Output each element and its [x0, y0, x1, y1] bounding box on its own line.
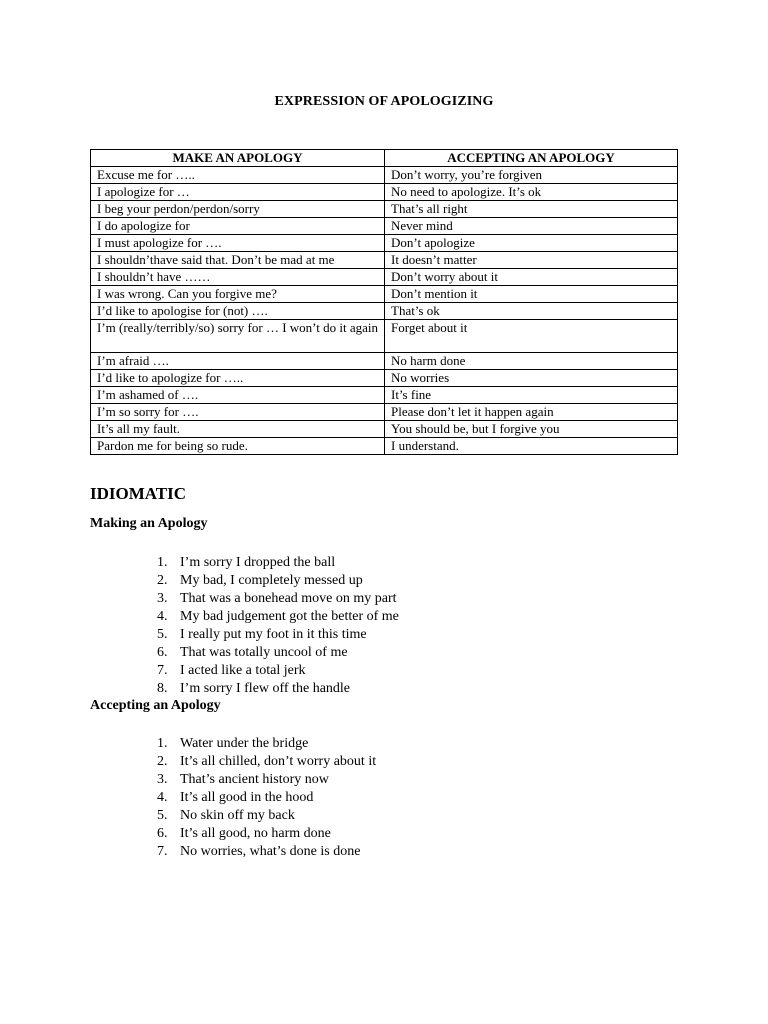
table-row — [91, 218, 678, 235]
list-number: 7. — [157, 663, 168, 678]
table-row — [91, 404, 678, 421]
list-item-text: That was a bonehead move on my part — [180, 591, 397, 606]
list-item-text: I acted like a total jerk — [180, 663, 306, 678]
accept-apology-cell: Don’t worry about it — [385, 269, 678, 286]
table-row — [91, 387, 678, 404]
accept-apology-cell: No need to apologize. It’s ok — [385, 184, 678, 201]
column-header-make: MAKE AN APOLOGY — [91, 150, 385, 167]
make-apology-cell: I shouldn’thave said that. Don’t be mad at me — [91, 252, 385, 269]
list-number: 4. — [157, 609, 168, 624]
make-apology-cell: I beg your perdon/perdon/sorry — [91, 201, 385, 218]
accept-apology-cell: Never mind — [385, 218, 678, 235]
table-row — [91, 421, 678, 438]
list-item — [157, 789, 376, 807]
list-item — [157, 771, 376, 789]
list-item — [157, 843, 376, 861]
list-item-text: It’s all chilled, don’t worry about it — [180, 754, 377, 769]
list-item — [157, 753, 377, 771]
list-item — [157, 807, 376, 825]
list-item-text: It’s all good in the hood — [180, 790, 314, 805]
table-row — [91, 235, 678, 252]
list-item-text: My bad, I completely messed up — [180, 573, 363, 588]
accepting-apology-list — [157, 735, 377, 861]
document-title: EXPRESSION OF APOLOGIZING — [274, 94, 494, 109]
list-number: 3. — [157, 772, 168, 787]
table-row — [91, 438, 678, 455]
list-number: 1. — [157, 555, 168, 570]
list-number: 6. — [157, 826, 168, 841]
list-item-text: That’s ancient history now — [180, 772, 329, 787]
accept-apology-cell: Don’t mention it — [385, 286, 678, 303]
make-apology-cell: I’m ashamed of …. — [91, 387, 385, 404]
make-apology-cell: Excuse me for ….. — [91, 167, 385, 184]
accept-apology-cell: It doesn’t matter — [385, 252, 678, 269]
accept-apology-cell: That’s all right — [385, 201, 678, 218]
list-number: 8. — [157, 681, 168, 696]
list-number: 6. — [157, 645, 168, 660]
idiomatic-heading: IDIOMATIC — [90, 484, 187, 503]
list-number: 5. — [157, 627, 168, 642]
list-number: 1. — [157, 736, 168, 751]
list-number: 2. — [157, 573, 168, 588]
accept-apology-cell: Don’t apologize — [385, 235, 678, 252]
list-item — [157, 662, 399, 680]
table-row — [91, 320, 678, 353]
table-row — [91, 167, 678, 184]
table-row — [91, 201, 678, 218]
accept-apology-cell: Don’t worry, you’re forgiven — [385, 167, 678, 184]
accept-apology-cell: That’s ok — [385, 303, 678, 320]
list-item — [157, 608, 399, 626]
making-apology-list — [157, 554, 399, 698]
make-apology-cell: Pardon me for being so rude. — [91, 438, 385, 455]
list-item — [157, 825, 376, 843]
list-number: 3. — [157, 591, 168, 606]
list-item-text: It’s all good, no harm done — [180, 826, 331, 841]
make-apology-cell: I must apologize for …. — [91, 235, 385, 252]
table-row — [91, 353, 678, 370]
table-row — [91, 303, 678, 320]
list-item — [157, 590, 399, 608]
make-apology-cell: I apologize for … — [91, 184, 385, 201]
accept-apology-cell: Please don’t let it happen again — [385, 404, 678, 421]
list-item — [157, 572, 399, 590]
list-item-text: I really put my foot in it this time — [180, 627, 367, 642]
accepting-apology-heading: Accepting an Apology — [90, 698, 221, 713]
table-header-row — [91, 150, 678, 167]
list-item — [157, 680, 399, 698]
list-item-text: My bad judgement got the better of me — [180, 609, 399, 624]
column-header-accepting: ACCEPTING AN APOLOGY — [385, 150, 678, 167]
table-row — [91, 269, 678, 286]
accept-apology-cell: You should be, but I forgive you — [385, 421, 678, 438]
list-item-text: I’m sorry I flew off the handle — [180, 681, 351, 696]
list-item — [157, 644, 399, 662]
list-number: 5. — [157, 808, 168, 823]
make-apology-cell: I’d like to apologize for ….. — [91, 370, 385, 387]
list-item-text: No worries, what’s done is done — [180, 844, 361, 859]
list-item — [157, 735, 376, 753]
make-apology-cell: I shouldn’t have …… — [91, 269, 385, 286]
accept-apology-cell: It’s fine — [385, 387, 678, 404]
table-row — [91, 286, 678, 303]
table-row — [91, 370, 678, 387]
accept-apology-cell: No harm done — [385, 353, 678, 370]
table-row — [91, 252, 678, 269]
making-apology-heading: Making an Apology — [90, 516, 208, 531]
make-apology-cell: I do apologize for — [91, 218, 385, 235]
list-item-text: That was totally uncool of me — [180, 645, 348, 660]
list-item — [157, 554, 399, 572]
accept-apology-cell: I understand. — [385, 438, 678, 455]
list-item — [157, 626, 399, 644]
list-number: 7. — [157, 844, 168, 859]
apology-table — [90, 149, 678, 455]
list-number: 4. — [157, 790, 168, 805]
make-apology-cell: I was wrong. Can you forgive me? — [91, 286, 385, 303]
accept-apology-cell: Forget about it — [385, 320, 678, 353]
make-apology-cell: I’d like to apologise for (not) …. — [91, 303, 385, 320]
make-apology-cell: It’s all my fault. — [91, 421, 385, 438]
make-apology-cell: I’m (really/terribly/so) sorry for … I won’t do it again — [91, 320, 385, 353]
table-row — [91, 184, 678, 201]
list-item-text: Water under the bridge — [180, 736, 309, 751]
list-item-text: I’m sorry I dropped the ball — [180, 555, 336, 570]
make-apology-cell: I’m so sorry for …. — [91, 404, 385, 421]
list-number: 2. — [157, 754, 168, 769]
accept-apology-cell: No worries — [385, 370, 678, 387]
make-apology-cell: I’m afraid …. — [91, 353, 385, 370]
list-item-text: No skin off my back — [180, 808, 295, 823]
